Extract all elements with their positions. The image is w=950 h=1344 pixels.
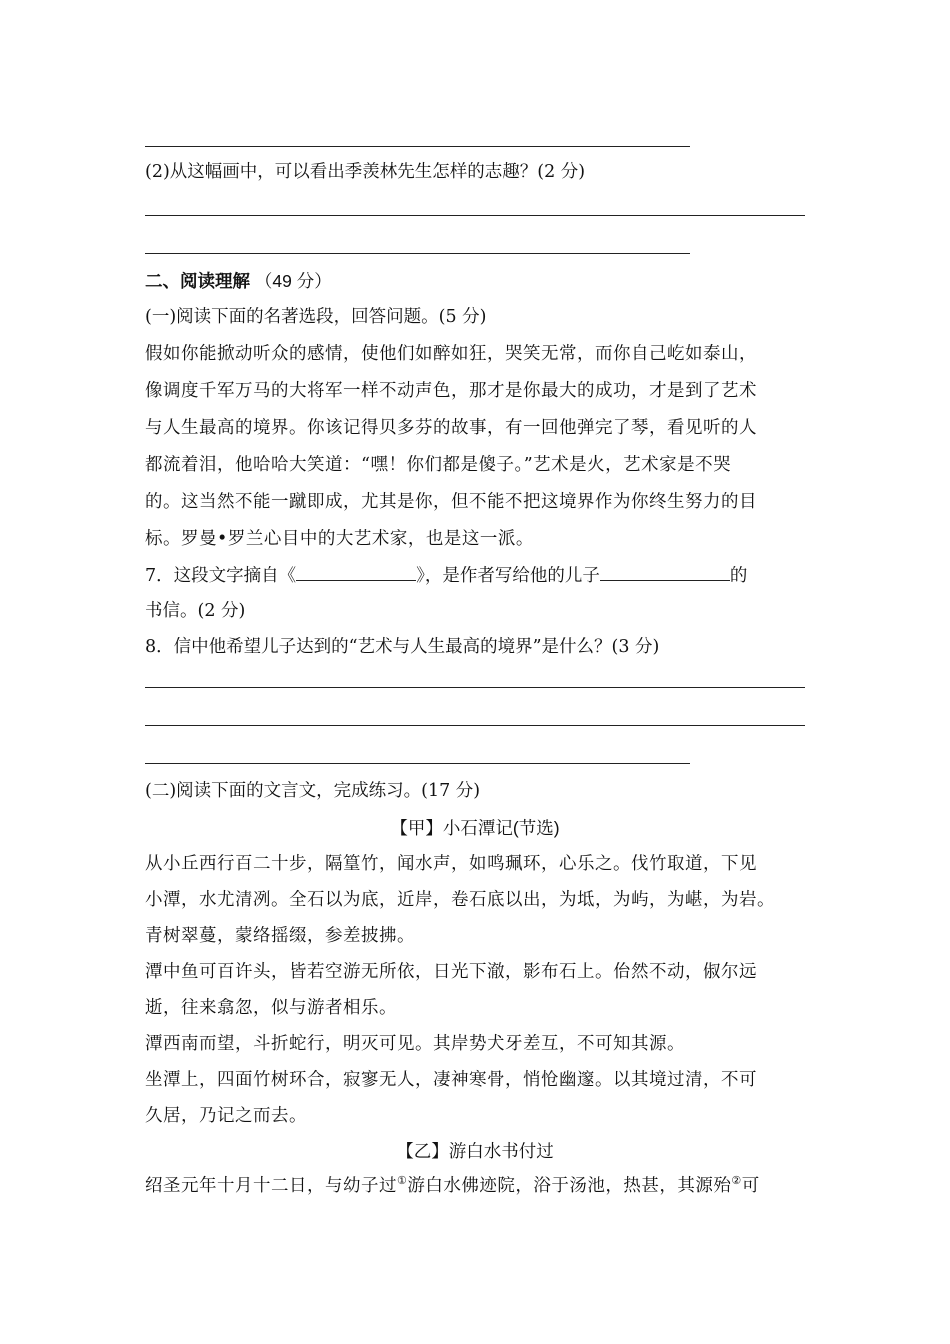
jia-line: 青树翠蔓，蒙络摇缀，参差披拂。: [145, 926, 415, 946]
answer-line: [145, 215, 805, 216]
section-2-title: 二、阅读理解: [145, 271, 250, 291]
answer-line: [145, 687, 805, 688]
part-1-instruction: (一)阅读下面的名著选段，回答问题。(5 分): [145, 307, 487, 327]
yi-line: 绍圣元年十月十二日，与幼子过①游白水佛迹院，浴于汤池，热甚，其源殆②可: [145, 1174, 760, 1196]
question-6-part-2: (2)从这幅画中，可以看出季羡林先生怎样的志趣？(2 分): [145, 162, 586, 182]
answer-line: [145, 763, 690, 764]
question-7-continued: 书信。(2 分): [145, 601, 246, 621]
jia-line: 坐潭上，四面竹树环合，寂寥无人，凄神寒骨，悄怆幽邃。以其境过清，不可: [145, 1070, 757, 1090]
jia-line: 小潭，水尤清冽。全石以为底，近岸，卷石底以出，为坻，为屿，为嵁，为岩。: [145, 890, 775, 910]
answer-line: [145, 725, 805, 726]
footnote-marker: ①: [397, 1174, 408, 1188]
section-2-heading: [145, 270, 332, 292]
passage-line: 都流着泪，他哈哈大笑道：“嘿！你们都是傻子。”艺术是火，艺术家是不哭: [145, 455, 732, 475]
passage-line: 标。罗曼•罗兰心目中的大艺术家，也是这一派。: [145, 529, 534, 549]
fill-blank[interactable]: [296, 563, 416, 581]
jia-line: 潭中鱼可百许头，皆若空游无所依，日光下澈，影布石上。佁然不动，俶尔远: [145, 962, 757, 982]
jia-line: 久居，乃记之而去。: [145, 1106, 307, 1126]
answer-line: [145, 146, 690, 147]
jia-line: 从小丘西行百二十步，隔篁竹，闻水声，如鸣珮环，心乐之。伐竹取道，下见: [145, 854, 757, 874]
passage-line: 像调度千军万马的大将军一样不动声色，那才是你最大的成功，才是到了艺术: [145, 381, 757, 401]
passage-line: 与人生最高的境界。你该记得贝多芬的故事，有一回他弹完了琴，看见听的人: [145, 418, 757, 438]
jia-line: 逝，往来翕忽，似与游者相乐。: [145, 998, 397, 1018]
jia-line: 潭西南而望，斗折蛇行，明灭可见。其岸势犬牙差互，不可知其源。: [145, 1034, 685, 1054]
text-jia-title: 【甲】小石潭记(节选): [390, 818, 560, 838]
passage-line: 的。这当然不能一蹴即成，尤其是你，但不能不把这境界作为你终生努力的目: [145, 492, 757, 512]
part-2-instruction: (二)阅读下面的文言文，完成练习。(17 分): [145, 781, 481, 801]
passage-line: 假如你能掀动听众的感情，使他们如醉如狂，哭笑无常，而你自己屹如泰山，: [145, 344, 757, 364]
fill-blank[interactable]: [600, 563, 730, 581]
question-8: 8．信中他希望儿子达到的“艺术与人生最高的境界”是什么？(3 分): [145, 637, 660, 657]
answer-line: [145, 253, 690, 254]
footnote-marker: ②: [731, 1174, 742, 1188]
text-yi-title: 【乙】游白水书付过: [396, 1141, 554, 1161]
section-2-score: （49 分）: [254, 271, 332, 291]
question-7: 7．这段文字摘自《 》，是作者写给他的儿子 的: [145, 563, 747, 587]
